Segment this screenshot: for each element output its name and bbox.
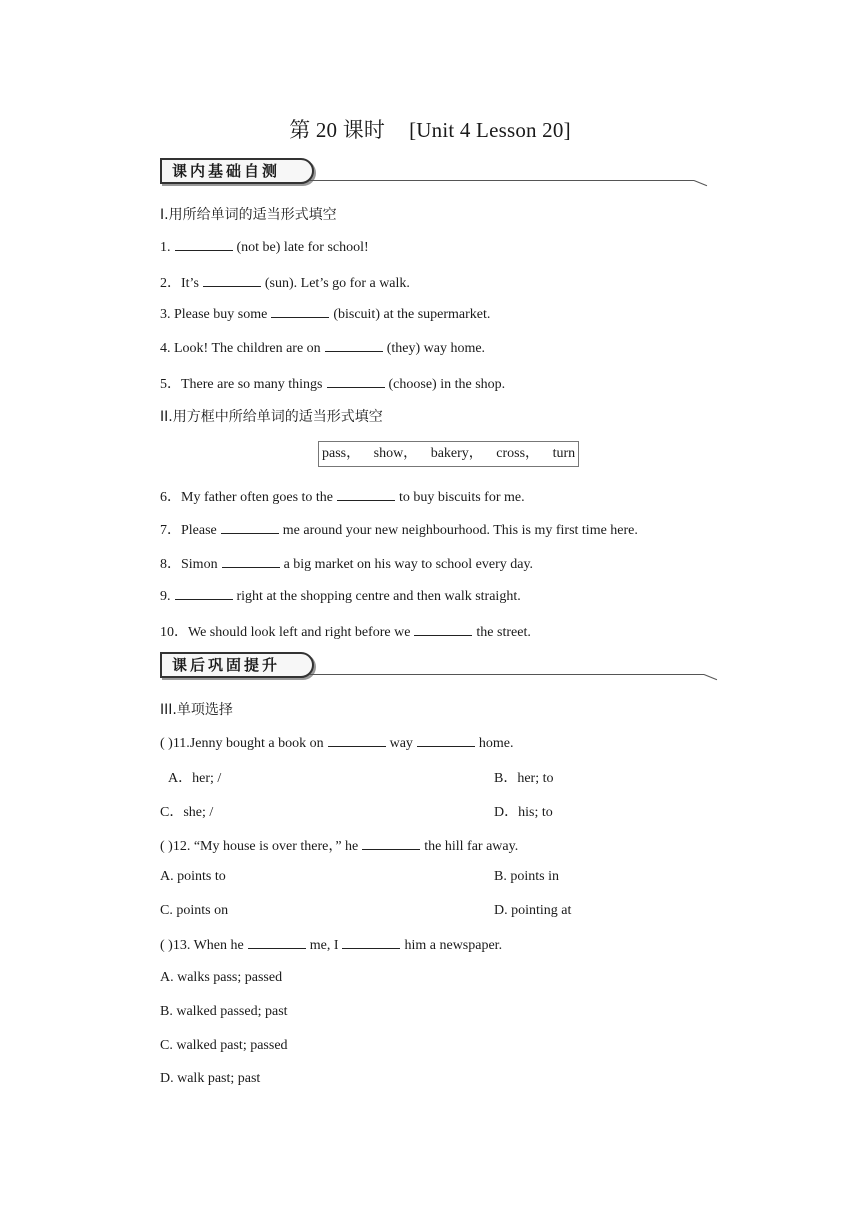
question-3: 3. Please buy some (biscuit) at the supermarket. [160,307,491,322]
answer-blank[interactable] [221,521,279,534]
section-rule-end [694,180,707,186]
option-12c[interactable]: C. points on [160,903,229,918]
answer-blank[interactable] [175,587,233,600]
question-6: 6．My father often goes to the to buy biscuits for me. [160,490,525,505]
question-9: 9. right at the shopping centre and then walk straight. [160,589,521,604]
section-label-basic: 课内基础自测 [160,158,314,184]
part2-heading: II.用方框中所给单词的适当形式填空 [160,409,383,425]
answer-blank[interactable] [175,238,233,251]
answer-blank[interactable] [327,375,385,388]
answer-blank[interactable] [417,734,475,747]
word-bank [318,441,579,467]
option-11a[interactable]: A．her; / [168,771,222,786]
answer-blank[interactable] [414,623,472,636]
word-bank-item: show， [373,446,418,461]
page-title [0,114,860,144]
word-bank-item: cross， [496,446,540,461]
section-rule [310,674,704,675]
question-11: ( )11.Jenny bought a book on way home. [160,736,514,751]
option-13d[interactable]: D. walk past; past [160,1071,261,1086]
question-12: ( )12. “My house is over there，” he the hill far away. [160,839,519,854]
option-11d[interactable]: D．his; to [494,805,553,820]
title-lesson: 第 20 课时 [289,118,386,142]
answer-blank[interactable] [325,339,383,352]
title-unit: [Unit 4 Lesson 20] [409,118,571,142]
question-13: ( )13. When he me, I him a newspaper. [160,938,503,953]
option-13a[interactable]: A. walks pass; passed [160,970,283,985]
answer-blank[interactable] [362,837,420,850]
part1-heading: I.用所给单词的适当形式填空 [160,207,337,223]
answer-blank[interactable] [328,734,386,747]
section-label-advanced: 课后巩固提升 [160,652,314,678]
section-rule [310,180,694,181]
answer-blank[interactable] [337,488,395,501]
question-4: 4. Look! The children are on (they) way home. [160,341,486,356]
option-12d[interactable]: D. pointing at [494,903,572,918]
section-rule-end [704,674,717,680]
question-10: 10．We should look left and right before we the street. [160,625,531,640]
answer-blank[interactable] [222,555,280,568]
word-bank-item: bakery， [430,446,483,461]
option-12b[interactable]: B. points in [494,869,559,884]
option-12a[interactable]: A. points to [160,869,226,884]
option-13b[interactable]: B. walked passed; past [160,1004,288,1019]
answer-blank[interactable] [203,274,261,287]
question-7: 7．Please me around your new neighbourhood. This is my first time here. [160,523,638,538]
question-1: 1. (not be) late for school! [160,240,369,255]
part3-heading: III.单项选择 [160,702,233,718]
option-13c[interactable]: C. walked past; passed [160,1038,288,1053]
word-bank-item: pass， [322,446,361,461]
answer-blank[interactable] [271,305,329,318]
question-8: 8．Simon a big market on his way to school every day. [160,557,534,572]
option-11b[interactable]: B．her; to [494,771,554,786]
question-2: 2．It’s (sun). Let’s go for a walk. [160,276,410,291]
word-bank-item: turn [552,446,576,461]
question-5: 5．There are so many things (choose) in the shop. [160,377,506,392]
option-11c[interactable]: C．she; / [160,805,214,820]
answer-blank[interactable] [248,936,306,949]
answer-blank[interactable] [342,936,400,949]
